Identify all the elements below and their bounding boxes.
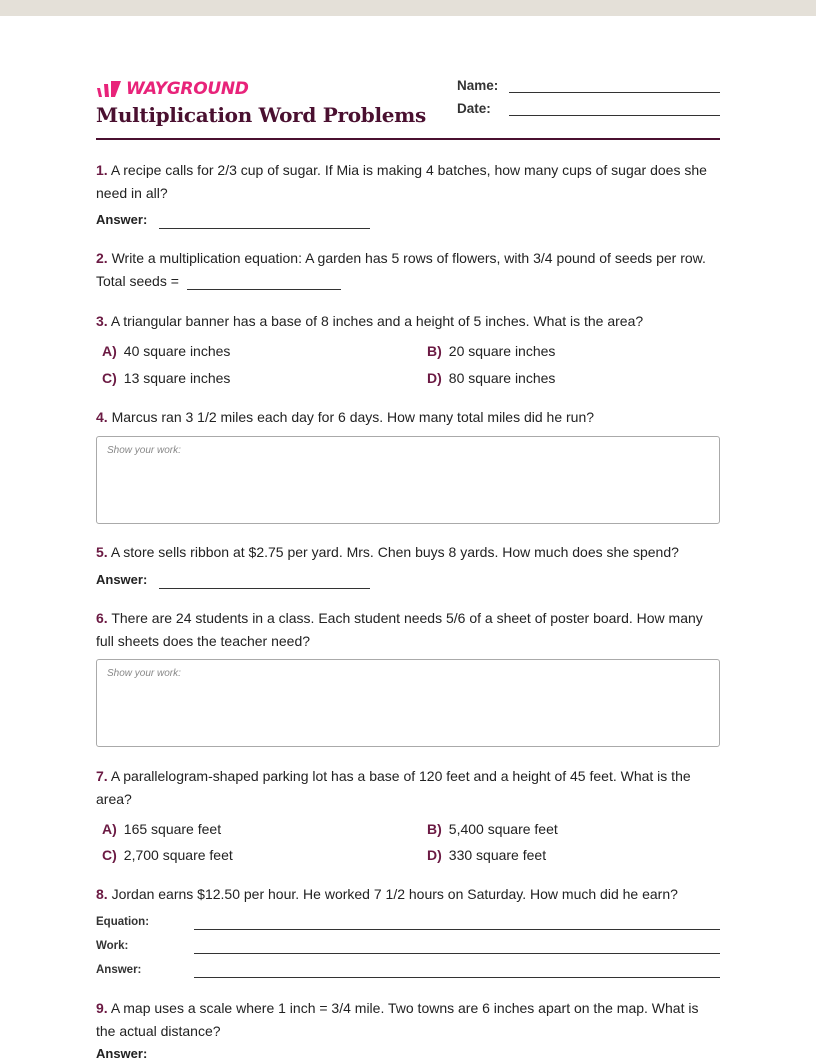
question-3 [96, 310, 720, 333]
option-text: 165 square feet [123, 821, 222, 837]
wayground-logo-icon [96, 80, 122, 98]
question-7 [96, 765, 720, 810]
name-line[interactable] [509, 92, 720, 93]
question-number: 5. [96, 544, 108, 560]
option-c[interactable] [102, 370, 230, 386]
name-field[interactable] [457, 78, 720, 98]
work-box[interactable] [96, 659, 720, 747]
question-number: 2. [96, 250, 108, 266]
work-label: Work: [96, 940, 129, 952]
option-letter: B) [427, 343, 442, 359]
option-a[interactable] [102, 343, 230, 359]
answer-label: Answer: [96, 572, 148, 587]
option-letter: B) [427, 821, 442, 837]
top-bar [0, 0, 816, 16]
question-text: A parallelogram-shaped parking lot has a base of 120 feet and a height of 45 feet. What is the area? [96, 768, 691, 807]
question-2 [96, 247, 720, 292]
option-d[interactable] [427, 370, 555, 386]
name-label: Name: [457, 78, 499, 93]
brand-name: WAYGROUND [126, 79, 249, 99]
option-text: 5,400 square feet [448, 821, 558, 837]
equation-label: Equation: [96, 916, 150, 928]
question-text: Write a multiplication equation: A garden has 5 rows of flowers, with 3/4 pound of seeds per row. Total seeds = [96, 250, 706, 289]
question-6 [96, 607, 720, 652]
question-1 [96, 159, 720, 204]
question-number: 8. [96, 886, 108, 902]
option-letter: D) [427, 370, 442, 386]
option-text: 330 square feet [448, 847, 547, 863]
page-title: Multiplication Word Problems [96, 103, 427, 127]
option-text: 20 square inches [448, 343, 556, 359]
option-text: 2,700 square feet [123, 847, 233, 863]
option-text: 40 square inches [123, 343, 231, 359]
option-b[interactable] [427, 343, 555, 359]
question-number: 6. [96, 610, 108, 626]
work-hint: Show your work: [107, 668, 181, 679]
option-text: 13 square inches [123, 370, 231, 386]
equation-line[interactable] [194, 929, 720, 930]
answer-line[interactable] [159, 228, 370, 229]
question-text: Marcus ran 3 1/2 miles each day for 6 days. How many total miles did he run? [111, 409, 595, 425]
option-a[interactable] [102, 821, 221, 837]
question-text: There are 24 students in a class. Each student needs 5/6 of a sheet of poster board. How many full sheets does the teacher need? [96, 610, 703, 649]
option-letter: C) [102, 370, 117, 386]
answer-line[interactable] [187, 275, 341, 290]
work-hint: Show your work: [107, 445, 181, 456]
question-number: 7. [96, 768, 108, 784]
question-text: A triangular banner has a base of 8 inches and a height of 5 inches. What is the area? [110, 313, 644, 329]
answer-label: Answer: [96, 212, 148, 227]
header-divider [96, 138, 720, 140]
option-c[interactable] [102, 847, 233, 863]
date-line[interactable] [509, 115, 720, 116]
option-text: 80 square inches [448, 370, 556, 386]
brand-logo [96, 78, 249, 100]
question-number: 3. [96, 313, 108, 329]
question-text: Jordan earns $12.50 per hour. He worked 7 1/2 hours on Saturday. How much did he earn? [111, 886, 678, 902]
question-4 [96, 406, 720, 429]
work-box[interactable] [96, 436, 720, 524]
option-d[interactable] [427, 847, 546, 863]
question-text: A store sells ribbon at $2.75 per yard. Mrs. Chen buys 8 yards. How much does she spend? [110, 544, 679, 560]
option-letter: C) [102, 847, 117, 863]
answer-line[interactable] [194, 977, 720, 978]
question-5 [96, 541, 720, 564]
date-label: Date: [457, 101, 491, 116]
question-8 [96, 883, 720, 906]
work-line[interactable] [194, 953, 720, 954]
answer-line[interactable] [159, 588, 370, 589]
question-text: A map uses a scale where 1 inch = 3/4 mile. Two towns are 6 inches apart on the map. What is the actual distance? [96, 1000, 699, 1039]
option-letter: D) [427, 847, 442, 863]
option-letter: A) [102, 821, 117, 837]
question-number: 4. [96, 409, 108, 425]
option-letter: A) [102, 343, 117, 359]
question-text: A recipe calls for 2/3 cup of sugar. If Mia is making 4 batches, how many cups of sugar does she need in all? [96, 162, 707, 201]
date-field[interactable] [457, 101, 720, 121]
answer-label: Answer: [96, 1046, 148, 1061]
answer-label: Answer: [96, 964, 142, 976]
question-number: 1. [96, 162, 108, 178]
question-number: 9. [96, 1000, 108, 1016]
option-b[interactable] [427, 821, 558, 837]
question-9 [96, 997, 720, 1042]
